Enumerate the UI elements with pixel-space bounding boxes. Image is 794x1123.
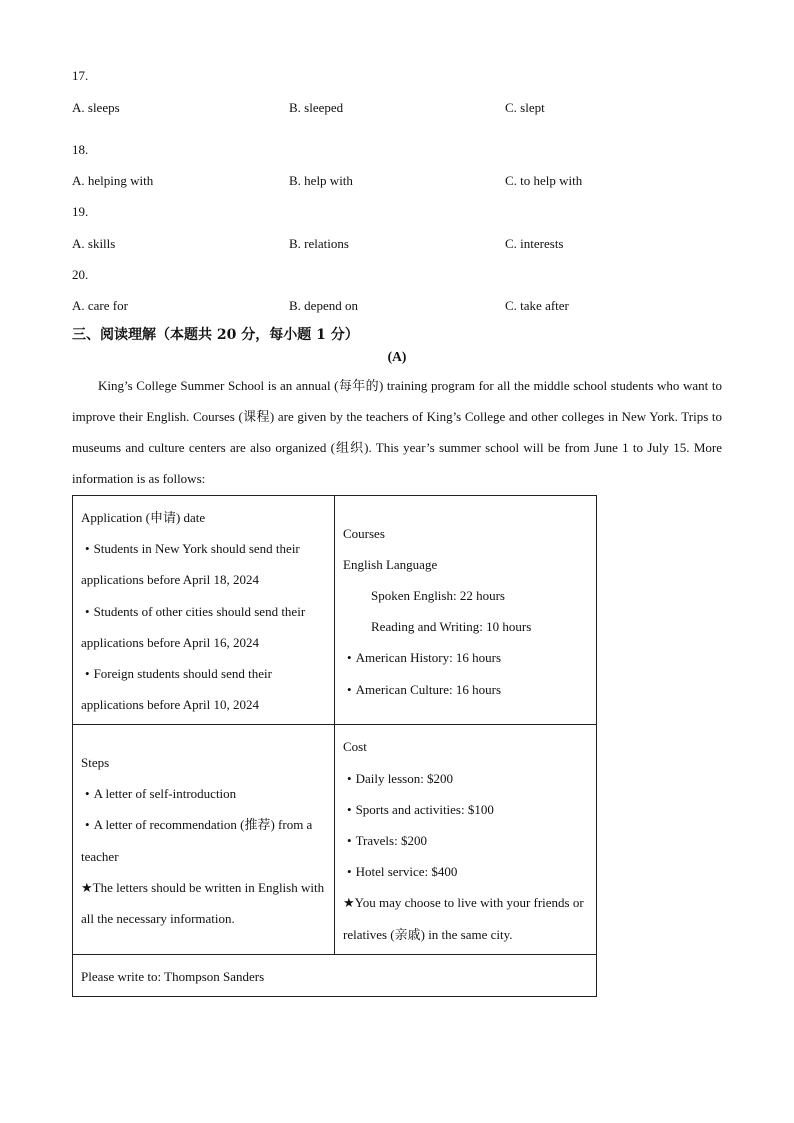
steps-note: ★The letters should be written in English with all the necessary information.: [81, 879, 325, 927]
course-item: • American History: 16 hours: [343, 642, 588, 673]
cost-item: • Travels: $200: [343, 825, 588, 856]
question-number-19: 19.: [72, 204, 89, 219]
passage-paragraph: [72, 370, 722, 494]
option-b: B. help with: [289, 173, 353, 188]
course-item: • American Culture: 16 hours: [343, 674, 588, 705]
option-c: C. to help with: [505, 173, 583, 188]
contact-text: Please write to: Thompson Sanders: [81, 968, 265, 984]
application-item: • Students of other cities should send their applications before April 16, 2024: [81, 596, 326, 658]
question-number-17: 17.: [72, 68, 89, 83]
courses-cell: [335, 496, 597, 725]
course-sub-item: Spoken English: 22 hours: [371, 588, 505, 603]
cost-cell: [335, 725, 597, 954]
option-a: A. sleeps: [72, 100, 120, 115]
step-item: • A letter of recommendation (推荐) from a teacher: [81, 809, 326, 871]
cost-note: ★You may choose to live with your friends or relatives (亲戚) in the same city.: [343, 895, 584, 942]
option-c: C. slept: [505, 100, 545, 115]
cost-item: • Hotel service: $400: [343, 856, 588, 887]
option-b: B. sleeped: [289, 100, 344, 115]
option-b: B. depend on: [289, 298, 358, 313]
steps-title: Steps: [81, 755, 110, 771]
courses-subtitle: English Language: [343, 556, 438, 572]
option-a: A. helping with: [72, 173, 154, 188]
option-a: A. skills: [72, 236, 116, 251]
info-table: [72, 495, 597, 997]
cost-title: Cost: [343, 739, 367, 755]
option-b: B. relations: [289, 236, 349, 251]
passage-label: (A): [387, 349, 407, 364]
application-item: • Foreign students should send their applications before April 10, 2024: [81, 658, 326, 720]
question-number-18: 18.: [72, 142, 89, 157]
cost-item: • Sports and activities: $100: [343, 794, 588, 825]
question-number-20: 20.: [72, 267, 89, 282]
contact-cell: [73, 954, 597, 996]
application-title: Application (申请) date: [81, 510, 206, 525]
cost-item: • Daily lesson: $200: [343, 763, 588, 794]
step-item: • A letter of self-introduction: [81, 778, 326, 809]
steps-cell: [73, 725, 335, 954]
section-heading: 三、阅读理解（本题共 20 分，每小题 1 分）: [72, 327, 359, 343]
application-item: • Students in New York should send their applications before April 18, 2024: [81, 533, 326, 595]
application-cell: [73, 496, 335, 725]
option-c: C. take after: [505, 298, 569, 313]
course-sub-item: Reading and Writing: 10 hours: [371, 619, 532, 635]
passage-text: King’s College Summer School is an annual (每年的) training program for all the middle school students who want to improve their English. Courses (课程) are given by the teachers of King’s College and other colleges in New York. Trips to museums and culture centers are also organized (组织). This year’s summer school will be from June 1 to July 15. More information is as follows:: [72, 378, 722, 486]
courses-title: Courses: [343, 525, 385, 541]
option-c: C. interests: [505, 236, 564, 251]
option-a: A. care for: [72, 298, 128, 313]
